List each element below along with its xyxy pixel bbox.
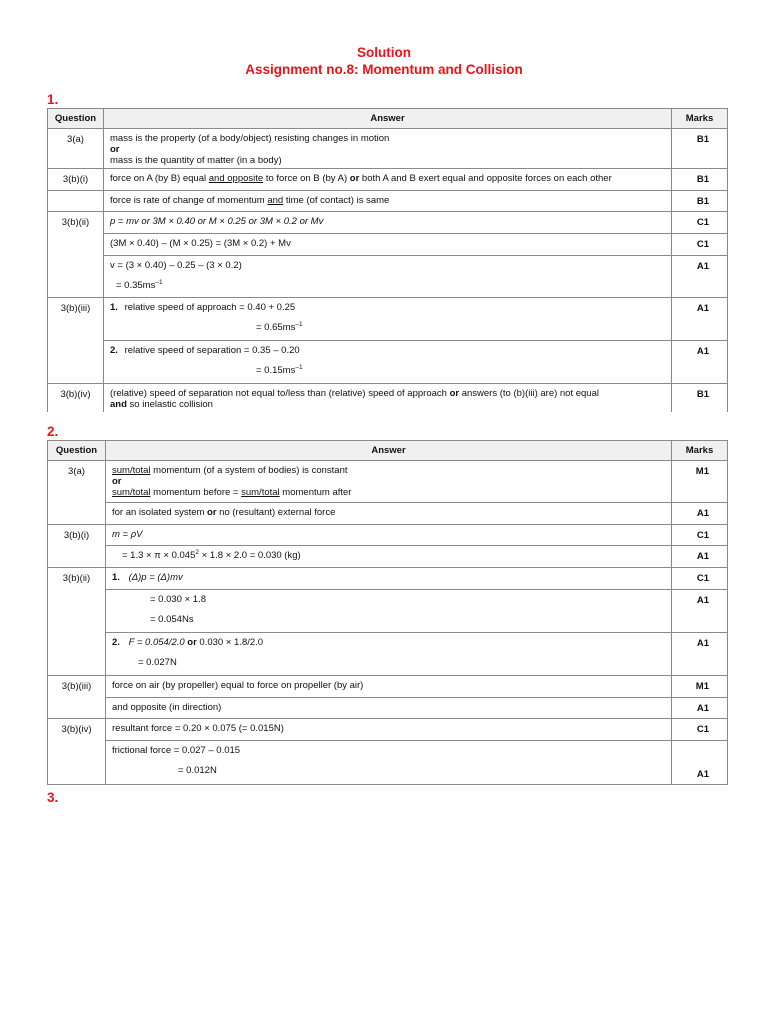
table-row (48, 191, 728, 212)
connector-and: and (110, 399, 127, 410)
marks-cell: A1 (672, 741, 728, 785)
connector-or: or (187, 637, 197, 648)
answer-text: = 0.65ms (256, 322, 296, 333)
table-header-row (48, 109, 728, 129)
part-number: 2. (112, 637, 120, 648)
table-row (48, 525, 728, 546)
marks-cell: A1 (672, 256, 728, 298)
marks-cell: A1 (672, 341, 728, 384)
header-question: Question (48, 441, 106, 461)
marking-table-2 (47, 440, 728, 785)
table-row (48, 169, 728, 191)
answer-text: relative speed of approach = 0.40 + 0.25 (124, 302, 296, 313)
answer-cell (104, 384, 672, 412)
answer-text: sum/total (112, 487, 151, 498)
question-cell: 3(b)(ii) (48, 212, 104, 298)
answer-text: = 0.012N (178, 765, 217, 776)
answer-text: sum/total (241, 487, 280, 498)
marks-cell: A1 (672, 298, 728, 341)
answer-text: = 0.027N (138, 657, 177, 668)
marks-cell: M1 (672, 676, 728, 698)
table-row (48, 741, 728, 785)
answer-text: no (resultant) external force (216, 507, 336, 518)
header-question: Question (48, 109, 104, 129)
header-marks: Marks (672, 109, 728, 129)
header-marks: Marks (672, 441, 728, 461)
question-cell: 3(a) (48, 461, 106, 525)
answer-cell (106, 546, 672, 568)
marks-cell: A1 (672, 503, 728, 525)
answer-text: v = (3 × 0.40) – 0.25 – (3 × 0.2) (110, 260, 242, 271)
marks-cell: A1 (672, 590, 728, 633)
table-row (48, 590, 728, 633)
answer-cell (106, 741, 672, 785)
answer-text: for an isolated system (112, 507, 208, 518)
answer-cell: m = ρV (106, 525, 672, 546)
answer-cell (104, 298, 672, 341)
connector-or: or (449, 388, 460, 399)
part-number: 1. (110, 302, 118, 313)
table-row (48, 568, 728, 590)
section-label-2: 2. (47, 424, 59, 439)
table-row (48, 676, 728, 698)
marks-cell: B1 (672, 384, 728, 412)
answer-cell (106, 503, 672, 525)
marks-cell: B1 (672, 169, 728, 191)
table-row (48, 129, 728, 169)
marks-cell: C1 (672, 525, 728, 546)
marks-cell: C1 (672, 212, 728, 234)
section-label-1: 1. (47, 92, 59, 107)
table-row (48, 698, 728, 719)
answer-text: (Δ)p = (Δ)mv (128, 572, 183, 583)
connector-and: and (267, 195, 284, 206)
table-row (48, 256, 728, 298)
answer-text: × 1.8 × 2.0 = 0.030 (kg) (199, 550, 301, 561)
answer-cell: force on air (by propeller) equal to force on propeller (by air) (106, 676, 672, 698)
answer-text: F = 0.054/2.0 (128, 637, 188, 648)
question-cell: 3(b)(i) (48, 169, 104, 191)
marks-cell: A1 (672, 546, 728, 568)
marks-cell: M1 (672, 461, 728, 503)
answer-cell: (3M × 0.40) – (M × 0.25) = (3M × 0.2) + Mv (104, 234, 672, 256)
answer-text: to force on B (by A) (263, 173, 350, 184)
marks-cell: C1 (672, 719, 728, 741)
table-row (48, 719, 728, 741)
answer-cell (106, 568, 672, 590)
answer-cell (104, 256, 672, 298)
table-row (48, 503, 728, 525)
answer-text: = 0.030 × 1.8 (150, 594, 206, 605)
question-cell: 3(b)(ii) (48, 568, 106, 676)
document-subtitle: Assignment no.8: Momentum and Collision (245, 62, 523, 77)
table-row (48, 234, 728, 256)
table-row (48, 212, 728, 234)
marks-cell: C1 (672, 234, 728, 256)
marks-cell: C1 (672, 568, 728, 590)
answer-text: answers (to (b)(iii) are) not equal (459, 388, 599, 399)
question-cell: 3(b)(iv) (48, 719, 106, 785)
header-answer: Answer (104, 109, 672, 129)
question-cell: 3(b)(iii) (48, 298, 104, 384)
answer-cell (106, 633, 672, 676)
answer-text: frictional force = 0.027 – 0.015 (112, 745, 241, 756)
document-title: Solution (357, 45, 411, 60)
answer-text: = 0.054Ns (150, 614, 194, 625)
table-header-row (48, 441, 728, 461)
question-cell: 3(b)(i) (48, 525, 106, 568)
question-cell: 3(b)(iv) (48, 384, 104, 412)
table-row (48, 546, 728, 568)
part-number: 2. (110, 345, 118, 356)
unit-exponent: –1 (295, 320, 303, 328)
connector-or: or (110, 144, 120, 155)
answer-cell (106, 461, 672, 503)
question-cell: 3(a) (48, 129, 104, 169)
answer-text: momentum after (279, 487, 352, 498)
marks-cell: B1 (672, 129, 728, 169)
answer-text: (relative) speed of separation not equal to/less than (relative) speed of approach (110, 388, 450, 399)
exponent: 2 (195, 548, 199, 556)
answer-text: momentum (of a system of bodies) is constant (150, 465, 348, 476)
answer-cell (104, 191, 672, 212)
answer-text: both A and B exert equal and opposite forces on each other (359, 173, 612, 184)
answer-text: momentum before = (150, 487, 242, 498)
answer-text: = 0.35ms (116, 280, 156, 291)
answer-cell: p = mv or 3M × 0.40 or M × 0.25 or 3M × 0.2 or Mv (104, 212, 672, 234)
section-label-3: 3. (47, 790, 59, 805)
marks-cell: B1 (672, 191, 728, 212)
table-row (48, 384, 728, 412)
marks-cell: A1 (672, 633, 728, 676)
answer-text: force is rate of change of momentum (110, 195, 268, 206)
answer-text: and opposite (208, 173, 264, 184)
answer-text: time (of contact) is same (283, 195, 390, 206)
part-number: 1. (112, 572, 120, 583)
answer-cell: resultant force = 0.20 × 0.075 (= 0.015N) (106, 719, 672, 741)
connector-or: or (349, 173, 360, 184)
answer-text: relative speed of separation = 0.35 – 0.20 (124, 345, 300, 356)
table-row (48, 298, 728, 341)
connector-or: or (112, 476, 122, 487)
answer-text: sum/total (112, 465, 151, 476)
answer-cell (106, 590, 672, 633)
table-row (48, 461, 728, 503)
question-cell: 3(b)(iii) (48, 676, 106, 719)
answer-text: = 1.3 × π × 0.045 (122, 550, 196, 561)
answer-text: 0.030 × 1.8/2.0 (196, 637, 264, 648)
answer-text: mass is the property (of a body/object) resisting changes in motion (110, 133, 390, 144)
header-answer: Answer (106, 441, 672, 461)
answer-cell (104, 129, 672, 169)
table-row (48, 341, 728, 384)
answer-text: force on A (by B) equal (110, 173, 209, 184)
connector-or: or (207, 507, 217, 518)
answer-text: mass is the quantity of matter (in a body) (110, 155, 282, 166)
answer-cell (104, 341, 672, 384)
marking-table-1 (47, 108, 728, 412)
answer-cell: and opposite (in direction) (106, 698, 672, 719)
answer-text: so inelastic collision (126, 399, 213, 410)
unit-exponent: –1 (295, 363, 303, 371)
answer-cell (104, 169, 672, 191)
table-row (48, 633, 728, 676)
marks-cell: A1 (672, 698, 728, 719)
answer-text: = 0.15ms (256, 365, 296, 376)
unit-exponent: –1 (155, 278, 163, 286)
